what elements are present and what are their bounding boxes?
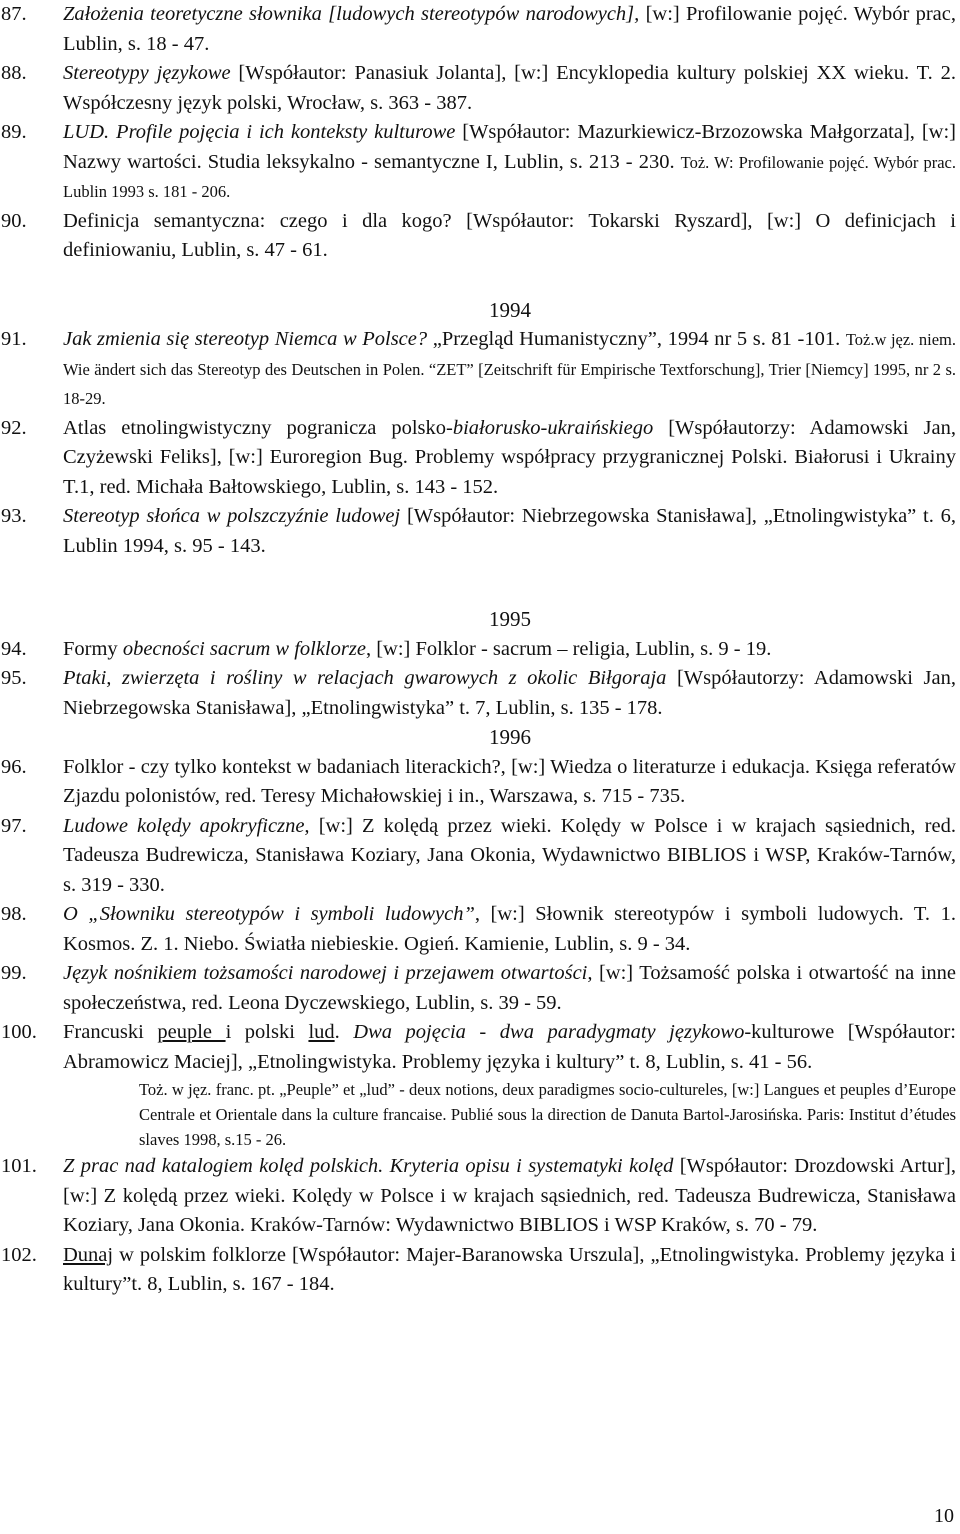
entry-text [63,1021,956,1073]
entry-text-run: [Współautorzy: Adamowski Jan, Czyżewski Feliks], [w:] Euroregion Bug. Problemy współpracy przygranicznej Polski. Białorusi i Ukrainy T.1, red. Michała Bałtowskiego, Lublin, s. 143 - 152. [63,416,956,498]
entry-text [63,756,956,808]
page-number: 10 [934,1505,954,1527]
bibliography-entry [0,664,960,723]
entry-number: 101. [1,1155,37,1177]
entry-title-italic: Język nośnikiem tożsamości narodowej i przejawem otwartości, [63,962,593,984]
entry-number: 102. [1,1243,37,1266]
entry-text-run: , [w:] Folklor - sacrum – religia, Lublin, s. 9 - 19. [365,637,772,660]
entry-title-italic: Dwa pojęcia - dwa paradygmaty językowo [353,1021,745,1043]
entry-title-italic: obecności sacrum w folklorze [122,637,366,660]
entry-text-run: Francuski [63,1021,158,1043]
entry-title-italic: O „Słowniku stereotypów i symboli ludowych” [63,903,475,925]
entry-text-run: Definicja semantyczna: czego i dla kogo? [Współautor: Tokarski Ryszard], [w:] O definicjach i definiowaniu, Lublin, s. 47 - 61. [63,209,956,261]
year-heading-1996: 1996 [489,725,531,749]
bibliography-entry [0,414,960,503]
entry-text-run: w polskim folklorze [Współautor: Majer-Baranowska Urszula], „Etnolingwistyka. Problemy języka i kultury”t. 8, Lublin, s. 167 - 184. [63,1243,956,1295]
entry-text [63,1155,956,1236]
year-heading-1994: 1994 [489,297,531,322]
bibliography-section-pre-1994 [0,0,960,266]
entry-title-italic: Jak zmienia się stereotyp Niemca w Polsce? [63,328,428,350]
entry-underlined-term: Dunaj [63,1243,114,1266]
bibliography-entry [0,753,960,812]
bibliography-entry [0,502,960,561]
bibliography-entry [0,59,960,118]
entry-text [63,1244,956,1296]
entry-text-run: i polski [225,1021,309,1043]
entry-text-run: „Przegląd Humanistyczny”, 1994 nr 5 s. 81 -101. [427,328,846,350]
bibliography-entry [0,0,960,59]
bibliography-entry [0,959,960,1018]
entry-text [63,505,956,557]
bibliography-entry [0,325,960,414]
entry-title-italic: Stereotyp słońca w polszczyźnie ludowej [63,505,401,527]
entry-text-run: [w:] Tożsamość polska i otwartość na inne społeczeństwa, red. Leona Dyczewskiego, Lublin, s. 39 - 59. [63,962,956,1014]
entry-text [63,815,956,896]
bibliography-entry [0,812,960,901]
entry-reprint-note: Toż. w jęz. franc. pt. „Peuple” et „lud” - deux notions, deux paradigmes socio-cultureles, [w:] Langues et peuples d’Europe Centrale et Orientale dans la culture francaise. Publié sous la direction de Danuta Bartol-Jarosińska. Paris: Institut d’études slaves 1998, s.15 - 26. [139,1080,956,1149]
bibliography-section-1996 [0,753,960,1300]
entry-number: 88. [1,62,27,84]
entry-text [63,3,956,55]
entry-text [63,903,956,955]
entry-title-italic: białorusko-ukraińskiego [452,416,654,439]
entry-text-run: [Współautor: Panasiuk Jolanta], [w:] Encyklopedia kultury polskiej XX wieku. T. 2. Współczesny język polski, Wrocław, s. 363 - 387. [63,62,956,114]
entry-text [63,328,956,409]
bibliography-entry [0,118,960,207]
entry-number: 97. [1,814,27,837]
entry-text-run: [w:] Profilowanie pojęć. Wybór prac, Lublin, s. 18 - 47. [63,3,956,55]
entry-number: 95. [1,667,27,689]
entry-text [63,210,956,262]
bibliography-entry [0,1152,960,1241]
entry-number: 92. [1,416,27,439]
entry-number: 87. [1,3,27,25]
bibliography-section-1994 [0,325,960,561]
entry-text-run: Atlas etnolingwistyczny pogranicza polsko- [63,416,453,439]
entry-number: 98. [1,903,27,925]
entry-number: 90. [1,209,27,232]
entry-number: 100. [1,1021,37,1043]
entry-number: 89. [1,121,27,143]
bibliography-entry [0,1241,960,1300]
entry-number: 93. [1,505,27,527]
entry-text-run: . [334,1021,354,1043]
entry-underlined-term: lud [308,1021,335,1043]
entry-text-run: [Współautor: Niebrzegowska Stanisława], „Etnolingwistyka” t. 6, Lublin 1994, s. 95 - 143. [63,505,956,557]
bibliography-entry [0,635,960,665]
entry-text-run: [w:] Z kolędą przez wieki. Kolędy w Polsce i w krajach sąsiednich, red. Tadeusza Budrewicza, Stanisława Koziary, Jana Okonia, Wydawnictwo BIBLIOS i WSP, Kraków-Tarnów, s. 319 - 330. [63,814,956,896]
bibliography-entry [0,207,960,266]
bibliography-entry [0,900,960,959]
entry-title-italic: LUD. Profile pojęcia i ich konteksty kulturowe [63,121,456,143]
entry-number: 94. [1,637,27,660]
entry-number: 96. [1,755,27,778]
entry-text [63,962,956,1014]
entry-text-run: [Współautor: Mazurkiewicz-Brzozowska Małgorzata], [w:] Nazwy wartości. Studia leksykalno - semantyczne I, Lublin, s. 213 - 230. [63,121,956,173]
entry-title-italic: Założenia teoretyczne słownika [ludowych stereotypów narodowych], [63,3,640,25]
entry-text-run: [Współautor: Drozdowski Artur], [w:] Z kolędą przez wieki. Kolędy w Polsce i w krajach sąsiednich, red. Tadeusza Budrewicza, Stanisława Koziary, Jana Okonia. Kraków-Tarnów: Wydawnictwo BIBLIOS i WSP Kraków, s. 70 - 79. [63,1155,956,1236]
year-heading-1995: 1995 [489,607,531,631]
bibliography-section-1995 [0,635,960,724]
entry-underlined-term: peuple [157,1021,226,1043]
entry-reprint-note: Toż. W: Profilowanie pojęć. Wybór prac. Lublin 1993 s. 181 - 206. [63,152,956,201]
entry-reprint-note: Toż.w jęz. niem. Wie ändert sich das Stereotyp des Deutschen in Polen. “ZET” [Zeitschrift für Empirische Textforschung], Trier [Niemcy] 1995, nr 2 s. 18-29. [63,330,957,408]
entry-text-run: Formy [63,637,123,660]
entry-title-italic: Z prac nad katalogiem kolęd polskich. Kryteria opisu i systematyki kolęd [63,1155,674,1177]
entry-text [63,667,956,719]
entry-text [63,121,956,202]
entry-title-italic: Stereotypy językowe [63,62,231,84]
entry-text [63,62,956,114]
entry-text-run: -kulturowe [Współautor: Abramowicz Maciej], „Etnolingwistyka. Problemy języka i kultury” t. 8, Lublin, s. 41 - 56. [63,1021,956,1073]
entry-text-run: [Współautorzy: Adamowski Jan, Niebrzegowska Stanisława], „Etnolingwistyka” t. 7, Lublin, s. 135 - 178. [63,667,956,719]
entry-text [63,417,956,498]
entry-text-run: Folklor - czy tylko kontekst w badaniach literackich?, [w:] Wiedza o literaturze i edukacja. Księga referatów Zjazdu polonistów, red. Teresy Michałowskiej i in., Warszawa, s. 715 - 735. [63,755,956,807]
entry-title-italic: Ludowe kolędy apokryficzne, [63,814,310,837]
bibliography-entry [0,1018,960,1077]
entry-title-italic: Ptaki, zwierzęta i rośliny w relacjach gwarowych z okolic Biłgoraja [63,667,667,689]
entry-text [63,638,771,660]
entry-text-run: , [w:] Słownik stereotypów i symboli ludowych. T. 1. Kosmos. Z. 1. Niebo. Światła niebieskie. Ogień. Kamienie, Lublin, s. 9 - 34. [63,903,956,955]
entry-number: 91. [1,328,27,350]
entry-number: 99. [1,962,27,984]
